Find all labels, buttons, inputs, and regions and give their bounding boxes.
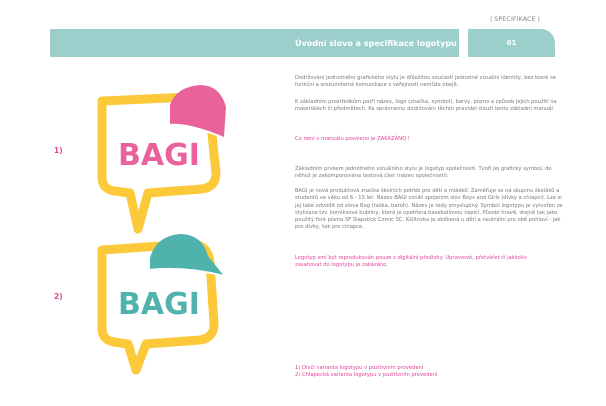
rule-text: Logotyp smí být reprodukován pouze z digitální předlohy. Upravovat, přetvářet či jakkoliv zasahovat do logotypu je zakázáno. — [295, 255, 527, 269]
logo-boy — [90, 228, 240, 378]
logo-2-label: 2) — [54, 292, 63, 301]
caption-1: 1) Dívčí varianta logotypu v pozitivním provedení — [295, 365, 424, 371]
wordmark: BAGI — [118, 287, 200, 322]
logo-girl — [90, 85, 240, 240]
warning-text: Co není v manuálu povoleno je ZAKÁZÁNO ! — [295, 136, 410, 142]
intro-paragraph: Dodržování jednotného grafického stylu je důležitou součástí jednotné vizuální identity, bez které se funkční a srozumitelná komunikace s veřejností nemůže obejít. — [295, 75, 556, 89]
section-label: | SPECIFIKACE | — [490, 15, 540, 23]
caption-2: 2) Chlapecká varianta logotypu v pozitivním provedení — [295, 372, 438, 378]
bagi-paragraph: BAGI je nová produktová značka školních potřeb pro děti a mládež. Zaměřuje se na skupinu školáků a studentů ve věku od 6 - 15 let. Název BAGI vznikl spojením slov Boys and Girls (dívky a chlapci). Lze si jej také odvodit od slova Bag (taška, batoh). Název je tedy smysluplný. Symbol logotypu je vytvořen ze stylizace tzv. komiksové bubliny, která je opatřena baseballovou čepicí. Působí hravě, stejně tak jako použitý font písma SF Slapstick Comic SC. Kšiltovka je oblíbená u dětí a neutrální pro obě pohlaví - jak pro dívky, tak pro chlapce. — [295, 188, 563, 231]
logotype-paragraph: Základním prvkem jednotného vizuálního stylu je logotyp společnosti. Tvoří jej grafický symbol, do něhož je zakomponována textová část (název společnosti). — [295, 166, 552, 180]
basics-paragraph: K základním prostředkům patří název, logo (značka, symbol), barvy, písmo a způsob jejich použití na materiálech či předmětech. Ke správnému dodržování těchto pravidel slouží tento základní manuál. — [295, 99, 557, 113]
wordmark: BAGI — [118, 138, 200, 173]
page-number: 01 — [468, 29, 555, 57]
logo-1-label: 1) — [54, 146, 63, 155]
page-title: Úvodní slovo a specifikace logotypu — [50, 29, 459, 57]
